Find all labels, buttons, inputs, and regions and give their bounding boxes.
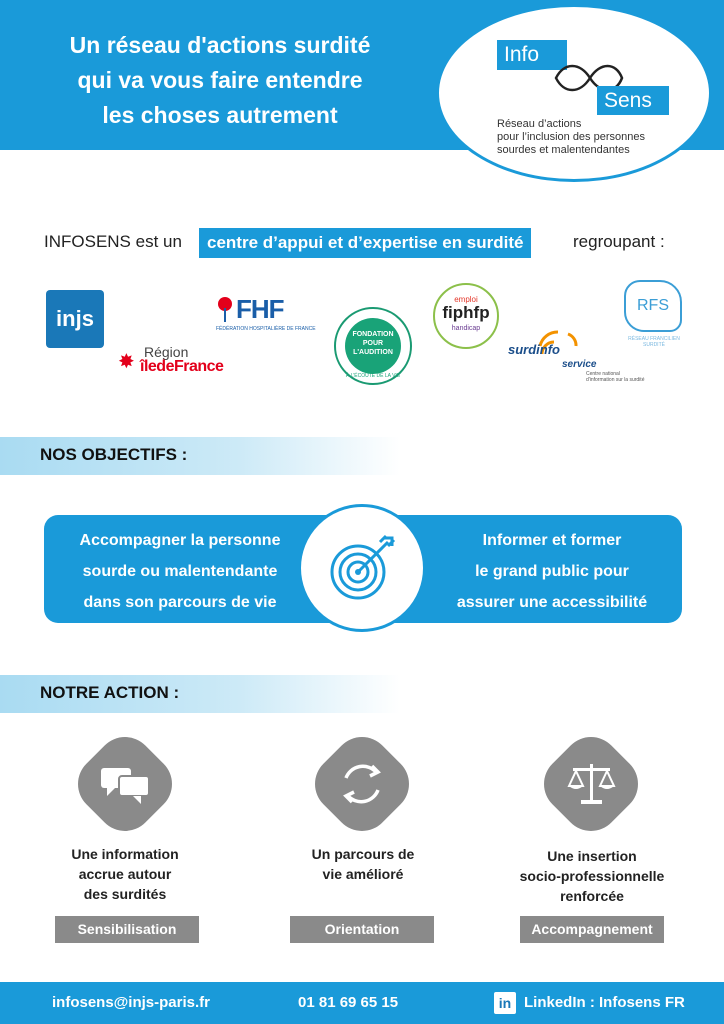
page-title: [40, 28, 400, 133]
intro-highlight: centre d’appui et d’expertise en surdité: [199, 228, 531, 258]
action-line: renforcée: [560, 888, 624, 904]
fhf-subtitle: FÉDÉRATION HOSPITALIÈRE DE FRANCE: [216, 326, 316, 332]
action-parcours-text: [283, 844, 443, 884]
action-line: Un parcours de: [311, 846, 415, 862]
objective-line: sourde ou malentendante: [82, 563, 278, 580]
objective-line: assurer une accessibilité: [456, 594, 648, 611]
fhf-logo: [216, 296, 316, 336]
fhf-name: FHF: [236, 294, 284, 324]
action-line: accrue autour: [78, 866, 172, 882]
rfs-subtitle: [614, 336, 694, 348]
objective-line: dans son parcours de vie: [83, 594, 277, 611]
injs-logo: injs: [46, 290, 104, 348]
objectives-heading-bar: [0, 437, 400, 475]
surd-service: service: [562, 359, 597, 370]
objective-line: Informer et former: [482, 532, 622, 549]
linkedin-icon[interactable]: in: [494, 992, 516, 1014]
fpa-center: [345, 318, 401, 374]
action-heading: NOTRE ACTION :: [40, 683, 180, 702]
rfs-name: RFS: [624, 280, 682, 332]
logo-word-sens: Sens: [597, 86, 669, 115]
fpa-line: L'AUDITION: [353, 349, 393, 356]
rfs-logo: [614, 280, 694, 350]
logo-subtitle-line: sourdes et malentendantes: [497, 144, 630, 156]
scales-icon: [545, 738, 637, 830]
action-line: socio-professionnelle: [519, 868, 665, 884]
action-line: vie amélioré: [322, 866, 404, 882]
surd-subtitle: [586, 371, 644, 383]
title-line: Un réseau d'actions surdité: [69, 32, 371, 58]
action-line: des surdités: [83, 886, 167, 902]
email-link[interactable]: infosens@injs-paris.fr: [52, 994, 210, 1011]
surd-sub-line: Centre national: [586, 371, 620, 377]
fiph-handicap: handicap: [451, 325, 481, 332]
chat-bubbles-icon: [79, 738, 171, 830]
intro-line: [0, 228, 724, 258]
fiph-emploi: emploi: [454, 295, 478, 304]
intro-suffix: regroupant :: [573, 232, 665, 251]
action-line: Une insertion: [547, 848, 637, 864]
logo-subtitle-line: pour l’inclusion des personnes: [497, 131, 645, 143]
fiphfp-logo: [433, 283, 499, 349]
rfs-sub-line: SURDITÉ: [643, 342, 665, 348]
fondation-audition-logo: [334, 307, 412, 385]
fpa-line: FONDATION: [352, 331, 394, 338]
action-insertion-text: [512, 846, 672, 906]
objectives-heading: NOS OBJECTIFS :: [40, 445, 188, 464]
logo-word-info: Info: [497, 40, 567, 70]
tag-sensibilisation: Sensibilisation: [55, 916, 199, 943]
star-icon: ✸: [118, 351, 135, 373]
phone-number[interactable]: 01 81 69 65 15: [298, 994, 399, 1011]
cycle-arrows-icon: [316, 738, 408, 830]
fiph-name: fiphfp: [442, 303, 490, 322]
surd-name: surdinfo: [508, 342, 560, 357]
logo-subtitle: [497, 118, 697, 157]
action-line: Une information: [71, 846, 179, 862]
action-info-badge: [79, 738, 171, 830]
tag-orientation: Orientation: [290, 916, 434, 943]
target-icon: [318, 524, 406, 612]
rfs-sub-line: RÉSEAU FRANCILIEN: [628, 336, 680, 342]
tag-accompagnement: Accompagnement: [520, 916, 664, 943]
footer-bar: [0, 982, 724, 1024]
objective-line: Accompagner la personne: [79, 532, 281, 549]
action-parcours-badge: [316, 738, 408, 830]
tree-icon: [216, 296, 234, 324]
objective-line: le grand public pour: [475, 563, 629, 580]
objective-left: [56, 525, 304, 618]
fpa-ring-text: À L'ÉCOUTE DE LA VIE: [345, 373, 401, 379]
fpa-line: POUR: [362, 340, 384, 347]
title-line: qui va vous faire entendre: [77, 67, 363, 93]
linkedin-link[interactable]: LinkedIn : Infosens FR: [524, 994, 685, 1011]
action-insertion-badge: [545, 738, 637, 830]
logo-subtitle-line: Réseau d’actions: [497, 118, 582, 130]
intro-prefix: INFOSENS est un: [44, 232, 182, 251]
surd-sub-line: d'information sur la surdité: [586, 377, 645, 383]
objective-right: [430, 525, 674, 618]
action-heading-bar: [0, 675, 400, 713]
title-line: les choses autrement: [102, 102, 338, 128]
region-name: îledeFrance: [140, 358, 224, 375]
action-info-text: [45, 844, 205, 904]
region-label: Région: [144, 344, 189, 360]
